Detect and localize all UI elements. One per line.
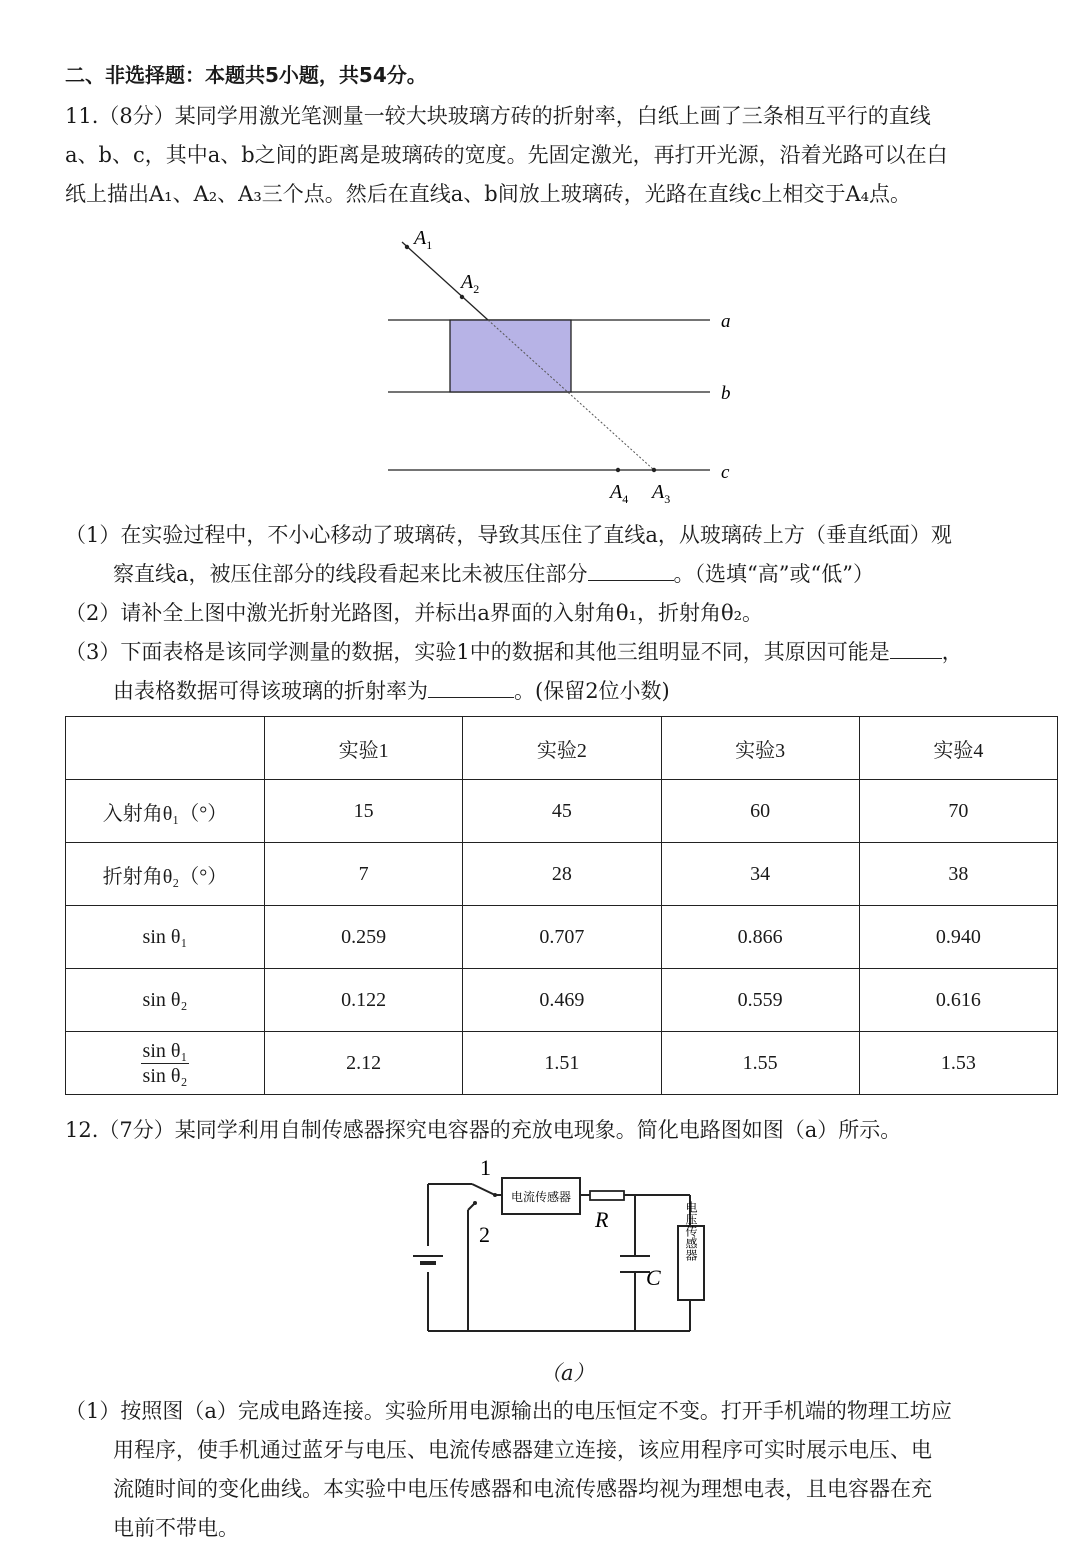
table-cell: 60 bbox=[661, 780, 859, 843]
table-cell: 70 bbox=[859, 780, 1057, 843]
answer-blank[interactable] bbox=[890, 638, 942, 659]
resistor-label: R bbox=[595, 1207, 609, 1232]
q11-stem-line-3: 纸上描出A₁、A₂、A₃三个点。然后在直线a、b间放上玻璃砖，光路在直线c上相交于A₄点。 bbox=[65, 182, 912, 206]
table-cell: 1.51 bbox=[463, 1032, 661, 1095]
q12-sub1-line-3: 流随时间的变化曲线。本实验中电压传感器和电流传感器均视为理想电表，且电容器在充 bbox=[113, 1477, 932, 1501]
point-A1 bbox=[405, 245, 409, 249]
incident-ray bbox=[402, 242, 488, 320]
figure-caption: （a） bbox=[540, 1361, 595, 1385]
table-header-cell bbox=[66, 717, 265, 780]
capacitor-label: C bbox=[646, 1265, 661, 1290]
q12-sub1-line-1: （1）按照图（a）完成电路连接。实验所用电源输出的电压恒定不变。打开手机端的物理工坊应 bbox=[65, 1399, 952, 1423]
row-label: 入射角θ₁（°） bbox=[66, 780, 265, 843]
row-label: 折射角θ₂（°） bbox=[66, 843, 265, 906]
table-cell: 0.469 bbox=[463, 969, 661, 1032]
q11-sub1-line-1: （1）在实验过程中，不小心移动了玻璃砖，导致其压住了直线a，从玻璃砖上方（垂直纸面）观 bbox=[65, 523, 952, 547]
table-cell: 0.866 bbox=[661, 906, 859, 969]
switch-contact-2 bbox=[473, 1201, 477, 1205]
table-cell: 0.707 bbox=[463, 906, 661, 969]
data-table bbox=[65, 716, 1058, 1095]
table-row bbox=[66, 1032, 1058, 1095]
table-cell: 15 bbox=[265, 780, 463, 843]
answer-blank[interactable] bbox=[588, 560, 674, 581]
table-row bbox=[66, 906, 1058, 969]
table-header-cell: 实验2 bbox=[463, 717, 661, 780]
label-c: c bbox=[721, 462, 730, 483]
table-cell: 7 bbox=[265, 843, 463, 906]
section-title: 二、非选择题：本题共5小题，共54分。 bbox=[65, 63, 427, 87]
ratio-fraction bbox=[141, 1039, 190, 1088]
table-cell: 0.122 bbox=[265, 969, 463, 1032]
table-row bbox=[66, 843, 1058, 906]
table-row bbox=[66, 780, 1058, 843]
current-sensor-label: 电流传感器 bbox=[510, 1190, 572, 1204]
table-cell: 2.12 bbox=[265, 1032, 463, 1095]
row-label: sin θ₂ bbox=[66, 969, 265, 1032]
q11-sub1-line-2: 察直线a，被压住部分的线段看起来比未被压住部分 。（选填“高”或“低”） bbox=[113, 562, 874, 586]
table-cell: 0.559 bbox=[661, 969, 859, 1032]
table-cell: 0.259 bbox=[265, 906, 463, 969]
table-row bbox=[66, 969, 1058, 1032]
refraction-figure bbox=[380, 220, 760, 510]
table-cell: 1.53 bbox=[859, 1032, 1057, 1095]
point-A4 bbox=[616, 468, 620, 472]
q11-stem-line-2: a、b、c，其中a、b之间的距离是玻璃砖的宽度。先固定激光，再打开光源，沿着光路可以在白 bbox=[65, 143, 948, 167]
table-cell: 28 bbox=[463, 843, 661, 906]
label-A2: $A_2$ bbox=[461, 271, 480, 296]
table-header-cell: 实验1 bbox=[265, 717, 463, 780]
table-cell: 38 bbox=[859, 843, 1057, 906]
label-b: b bbox=[721, 383, 731, 404]
row-label: sin θ₁ bbox=[66, 906, 265, 969]
answer-blank[interactable] bbox=[428, 677, 514, 698]
point-A3 bbox=[652, 468, 656, 472]
table-cell: 0.616 bbox=[859, 969, 1057, 1032]
circuit-diagram bbox=[400, 1150, 730, 1345]
table-header-cell: 实验3 bbox=[661, 717, 859, 780]
table-cell: 45 bbox=[463, 780, 661, 843]
fraction-numerator: sin θ₁ bbox=[142, 1039, 188, 1062]
label-A3: $A_3$ bbox=[652, 481, 671, 506]
q11-sub3-line-2: 由表格数据可得该玻璃的折射率为 。(保留2位小数) bbox=[113, 679, 670, 703]
table-cell: 34 bbox=[661, 843, 859, 906]
row-label bbox=[66, 1032, 265, 1095]
q12-stem: 12.（7分）某同学利用自制传感器探究电容器的充放电现象。简化电路图如图（a）所示。 bbox=[65, 1118, 902, 1142]
q12-sub1-line-2: 用程序，使手机通过蓝牙与电压、电流传感器建立连接，该应用程序可实时展示电压、电 bbox=[113, 1438, 932, 1462]
label-a: a bbox=[721, 311, 731, 332]
switch-contact-1 bbox=[493, 1193, 497, 1197]
switch-label-1: 1 bbox=[480, 1155, 491, 1180]
table-cell: 0.940 bbox=[859, 906, 1057, 969]
switch-label-2: 2 bbox=[479, 1222, 490, 1247]
q11-sub3-line-1: （3）下面表格是该同学测量的数据，实验1中的数据和其他三组明显不同，其原因可能是 ， bbox=[65, 640, 963, 664]
label-A4: $A_4$ bbox=[610, 481, 629, 506]
resistor bbox=[590, 1191, 624, 1200]
glass-block bbox=[450, 320, 571, 392]
table-cell: 1.55 bbox=[661, 1032, 859, 1095]
q12-sub1-line-4: 电前不带电。 bbox=[113, 1516, 239, 1540]
q11-stem-line-1: 11.（8分）某同学用激光笔测量一较大块玻璃方砖的折射率，白纸上画了三条相互平行的直线 bbox=[65, 104, 931, 128]
table-header-cell: 实验4 bbox=[859, 717, 1057, 780]
fraction-denominator: sin θ₂ bbox=[142, 1064, 188, 1087]
q11-sub2: （2）请补全上图中激光折射光路图，并标出a界面的入射角θ₁，折射角θ₂。 bbox=[65, 601, 764, 625]
point-A2 bbox=[460, 295, 464, 299]
label-A1: $A_1$ bbox=[414, 227, 433, 252]
voltage-sensor-label: 电压传感器 bbox=[684, 1201, 698, 1261]
table-header-row bbox=[66, 717, 1058, 780]
